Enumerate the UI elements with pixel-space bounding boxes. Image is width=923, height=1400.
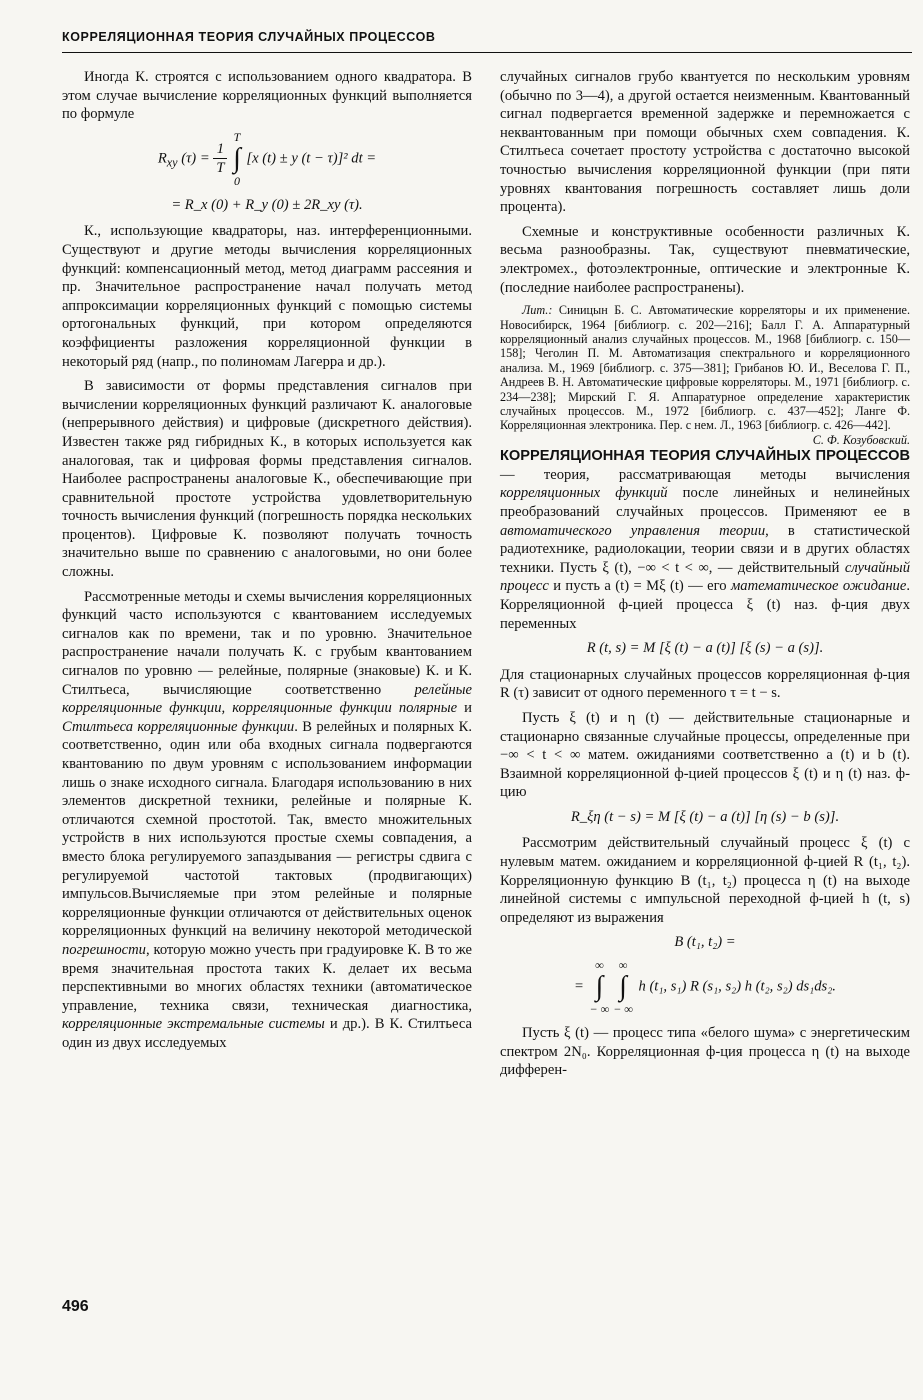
cross-reference: корреляционные экстремальные системы xyxy=(62,1016,325,1033)
paragraph: Схемные и конструктивные особенности различных К. весьма разнообразны. Так, существуют пневматические, электромех., фотоэлектронные, оптические и электронные К. (последние наиболее распространены). xyxy=(500,223,910,296)
formula-correlation-quadrator xyxy=(62,130,472,188)
formula-correlation-function: R (t, s) = M [ξ (t) − a (t)] [ξ (s) − a (s)]. xyxy=(586,640,824,657)
formula-lhs-sub: xy xyxy=(166,155,178,170)
paragraph: В зависимости от формы представления сигналов при вычислении корреляционных функций различают К. аналоговые (непрерывного действия) и цифровые (дискретного действия). Известен также ряд гибридных К., в которых используется как аналоговая, так и цифровая формы представления сигналов. Наиболее распространены аналоговые К., обеспечивающие при сравнительной простоте устройства удовлетворительную точность вычисления функций (погрешность порядка нескольких процентов). Цифровые К. позволяют получать точность значительно выше по сравнению с аналоговыми, но они более сложны. xyxy=(62,378,472,581)
cross-reference: случайный процесс xyxy=(500,559,910,595)
paragraph: К., использующие квадраторы, наз. интерференционными. Существуют и другие методы вычисления корреляционных функций: компенсационный метод, метод диаграмм рассеяния и пр. Значительное распространение начал получать метод аппроксимации корреляционных функций с помощью системы ортогональных функций, при котором определяются коэффициенты разложения корреляционной функции в некоторый ряд (напр., по полиномам Лагерра и др.). xyxy=(62,223,472,370)
right-column xyxy=(500,68,910,1080)
paragraph: Для стационарных случайных процессов корреляционная ф-ция R (τ) зависит от одного переменного τ = t − s. xyxy=(500,666,910,702)
fraction xyxy=(213,140,227,178)
integral-sign: ∞ ∫ − ∞ xyxy=(589,958,610,1017)
formula-body: [x (t) ± y (t − τ)]² dt = xyxy=(242,150,377,167)
paragraph xyxy=(62,588,472,1053)
paragraph: Пусть ξ (t) — процесс типа «белого шума» с энергетическим спектром 2N₀. Корреляционная ф-ция процесса η (t) на выходе дифферен- xyxy=(500,1025,910,1079)
integral-upper: T xyxy=(233,129,241,144)
text-run: после линейных и нелинейных преобразований случайных процессов. Применяют ее в xyxy=(500,485,910,520)
paragraph: случайных сигналов грубо квантуется по нескольким уровням (обычно по 3—4), а другой остается неизменным. Квантованный сигнал подвергается временной задержке и перемножается с неквантованным при помощи обычных схем совпадения. К. Стилтьеса сочетает простоту устройства с достаточно высокой точностью вычисления корреляционной функции (при пяти уровнях квантования погрешность составляет лишь доли процента). xyxy=(500,69,910,216)
integral-sign: ∞ ∫ − ∞ xyxy=(613,958,633,1017)
article-intro xyxy=(500,447,910,633)
paragraph: Рассмотрим действительный случайный процесс ξ (t) с нулевым матем. ожиданием и корреляционной ф-цией R (t₁, t₂). Корреляционную функцию B (t₁, t₂) процесса η (t) на выходе линейной системы с импульсной переходной ф-цией h (t, s) определяют из выражения xyxy=(500,835,910,926)
equals-sign: = xyxy=(574,978,584,995)
text-run: Рассмотренные методы и схемы вычисления корреляционных функций часто используются с квантованием исследуемых сигналов как по времени, так и по уровню. Значительное распространение начали получать К. с грубым квантованием сигналов по уровню — релейные, полярные (знаковые) К. и К. Стилтьеса, вычисляющие соответственно xyxy=(62,588,472,698)
formula-arg: (τ) = xyxy=(177,150,214,167)
integral-sign: T ∫ 0 xyxy=(233,129,241,188)
paragraph: Пусть ξ (t) и η (t) — действительные стационарные и стационарно связанные случайные процессы, определенные при −∞ < t < ∞ матем. ожиданиями соответственно a (t) и b (t). Взаимной корреляционной ф-цией процессов ξ (t) и η (t) наз. ф-цию xyxy=(500,709,910,801)
header-rule xyxy=(62,52,912,53)
integral-lower: − ∞ xyxy=(589,1002,610,1017)
article-author: С. Ф. Козубовский. xyxy=(812,432,910,447)
text-run: . Корреляционной ф-цией процесса ξ (t) наз. ф-ция двух переменных xyxy=(500,578,910,632)
cross-reference: релейные корреляционные функции, корреляционные функции полярные xyxy=(62,681,472,717)
running-header: КОРРЕЛЯЦИОННАЯ ТЕОРИЯ СЛУЧАЙНЫХ ПРОЦЕССОВ xyxy=(62,30,436,44)
cross-reference: математическое ожидание xyxy=(730,578,907,595)
text-run: . В релейных и полярных К. соответственно, один или оба входных сигнала подвергаются квантованию по двум уровням с использованием информации лишь о знаке исходного сигнала. Благодаря использованию в них элементов дискретной техники, релейные и полярные К. отличаются схемной простотой. Так, вместо множительных устройств в них используются простые схемы совпадения, а вместо блока регулируемого запаздывания — регистры сдвига с регулируемой частотой тактовых (продвигающих) импульсов.Вычисляемые при этом релейные и полярные корреляционные функции отличаются от действительных оценок корреляционных функций на величину некоторой методической xyxy=(62,718,472,940)
cross-reference: погрешности xyxy=(62,941,146,958)
text-run: и др.). В К. Стилтьеса один из двух исследуемых xyxy=(62,1016,472,1051)
text-run: и пусть a (t) = Mξ (t) — его xyxy=(548,578,731,595)
left-column xyxy=(62,68,472,1053)
formula-cross-correlation: R_ξη (t − s) = M [ξ (t) − a (t)] [η (s) − b (s)]. xyxy=(570,808,840,825)
bibliography-label: Лит.: xyxy=(522,303,553,318)
cross-reference: корреляционных функций xyxy=(500,485,668,502)
integral-lower: 0 xyxy=(233,173,240,188)
bibliography xyxy=(500,303,910,447)
formula-body: h (t₁, s₁) R (s₁, s₂) h (t₂, s₂) ds₁ds₂. xyxy=(634,978,836,995)
paragraph: Иногда К. строятся с использованием одного квадратора. В этом случае вычисление корреляционных функций выполняется по формуле xyxy=(62,69,472,123)
bibliography-text: Синицын Б. С. Автоматические корреляторы и их применение. Новосибирск, 1964 [библиогр. с. 202—216]; Балл Г. А. Аппаратурный корреляционный анализ случайных процессов. М., 1968 [библиогр. с. 150—158]; Чеголин П. М. Автоматизация спектрального и корреляционного анализа. М., 1969 [библиогр. с. 375—381]; Грибанов Ю. И., Веселова Г. П., Андреев В. Н. Автоматические цифровые корреляторы. М., 1971 [библиогр. с. 234—238]; Мирский Г. Я. Аппаратурное определение характеристик случайных процессов. М., 1972 [библиогр. с. 437—452]; Ланге Ф. Корреляционная электроника. Пер. с нем. Л., 1963 [библиогр. с. 426—442]. xyxy=(500,303,910,433)
formula-double-integral xyxy=(500,958,910,1016)
integral-lower: − ∞ xyxy=(613,1002,633,1017)
cross-reference: автоматического управления теории xyxy=(500,522,766,539)
formula-correlation-result: = R_x (0) + R_y (0) ± 2R_xy (τ). xyxy=(171,196,363,213)
fraction-denominator: T xyxy=(216,160,225,177)
integral-upper: ∞ xyxy=(618,958,628,973)
cross-reference: Стилтьеса корреляционные функции xyxy=(62,718,295,735)
page-number: 496 xyxy=(62,1298,89,1315)
integral-upper: ∞ xyxy=(595,958,604,973)
text-run: и xyxy=(457,700,472,717)
formula-b-lhs: B (t₁, t₂) = xyxy=(674,934,736,951)
text-run: , которую можно учесть при градуировке К. В то же время значительная простота таких К. делает их весьма перспективными во многих областях техники (автоматическое управление, техника связи, техническая диагностика, xyxy=(62,941,472,1014)
text-run: , в статистической радиотехнике, радиолокации, теории связи и в других областях техники. Пусть ξ (t), −∞ < t < ∞, — действительный xyxy=(500,522,910,576)
text-run: — теория, рассматривающая методы вычисления xyxy=(500,466,910,483)
article-term: КОРРЕЛЯЦИОННАЯ ТЕОРИЯ СЛУЧАЙНЫХ ПРОЦЕССОВ xyxy=(500,448,910,465)
formula-lhs: R xyxy=(157,150,167,167)
fraction-numerator: 1 xyxy=(213,140,227,160)
